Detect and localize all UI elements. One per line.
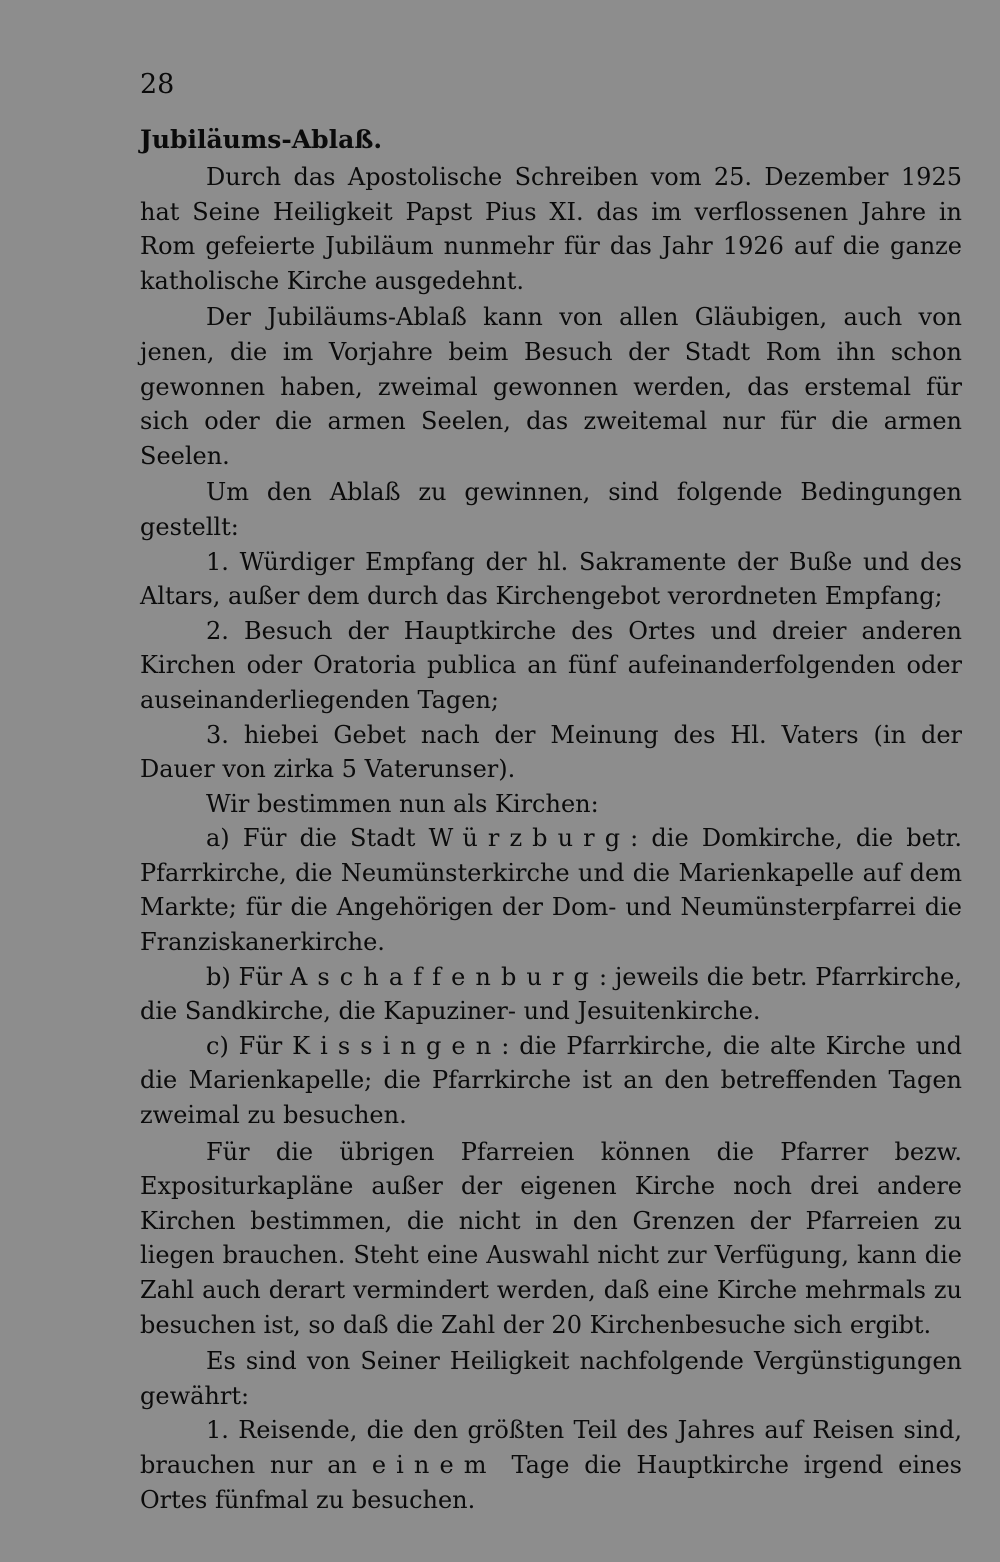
paragraph-decree: Durch das Apostolische Schreiben vom 25. Dezember 1925 hat Seine Heiligkeit Papst Pius XI. das im verflossenen Jahre in Rom gefeierte Jubiläum nunmehr für das Jahr 1926 auf die ganze katholische Kirche ausgedehnt. [140,163,962,295]
church-list-item-aschaffenburg [140,960,962,1029]
concession-prefix: 1. Reisende, die den größten Teil des Jahres auf Reisen sind, brauchen nur an [140,1416,962,1479]
church-prefix: b) Für [206,962,283,991]
church-list-item-wuerzburg [140,821,962,959]
place-name-kissingen: Kissingen [292,1031,502,1060]
place-name-wuerzburg: Würzburg [428,824,631,853]
church-text: : jeweils die betr. Pfarrkirche, die Sandkirche, die Kapuziner- und Jesuitenkirche. [140,962,962,1026]
concession-suffix: Tage die Hauptkirche irgend eines Ortes fünfmal zu besuchen. [140,1450,962,1514]
church-prefix: c) Für [206,1031,283,1060]
emphasized-word: einem [371,1450,497,1479]
paragraph-concessions-intro: Es sind von Seiner Heiligkeit nachfolgende Vergünstigungen gewährt: [140,1347,962,1410]
paragraph-conditions-intro: Um den Ablaß zu gewinnen, sind folgende Bedingungen gestellt: [140,478,962,541]
church-prefix: a) Für die Stadt [206,824,416,853]
body-text [140,160,962,1517]
paragraph-indulgence: Der Jubiläums-Ablaß kann von allen Gläubigen, auch von jenen, die im Vorjahre beim Besuch der Stadt Rom ihn schon gewonnen haben, zweimal gewonnen werden, das erstemal für sich oder die armen Seelen, das zweitemal nur für die armen Seelen. [140,303,962,470]
paragraph-other-parishes: Für die übrigen Pfarreien können die Pfarrer bezw. Expositurkapläne außer der eigenen Kirche noch drei andere Kirchen bestimmen, die nicht in den Grenzen der Pfarreien zu liegen brauchen. Steht eine Auswahl nicht zur Verfügung, kann die Zahl auch derart vermindert werden, daß eine Kirche mehrmals zu besuchen ist, so daß die Zahl der 20 Kirchenbesuche sich ergibt. [140,1137,962,1339]
page-number: 28 [140,69,175,100]
condition-3: 3. hiebei Gebet nach der Meinung des Hl. Vaters (in der Dauer von zirka 5 Vaterunser). [140,720,962,784]
paragraph-churches-intro: Wir bestimmen nun als Kirchen: [206,789,599,818]
church-text: : die Pfarrkirche, die alte Kirche und die Marienkapelle; die Pfarrkirche ist an den betreffenden Tagen zweimal zu besuchen. [140,1031,962,1130]
condition-1: 1. Würdiger Empfang der hl. Sakramente der Buße und des Altars, außer dem durch das Kirchengebot verordneten Empfang; [140,547,962,611]
place-name-aschaffenburg: Aschaffenburg [289,962,599,991]
church-list-item-kissingen [140,1029,962,1133]
section-heading: Jubiläums-Ablaß. [140,125,383,154]
condition-2: 2. Besuch der Hauptkirche des Ortes und dreier anderen Kirchen oder Oratoria publica an fünf aufeinanderfolgenden oder auseinanderliegenden Tagen; [140,616,962,714]
concession-1 [140,1413,962,1517]
church-text: : die Domkirche, die betr. Pfarrkirche, die Neumünsterkirche und die Marienkapelle auf dem Markte; für die Angehörigen der Dom- und Neumünsterpfarrei die Franziskanerkirche. [140,824,962,957]
